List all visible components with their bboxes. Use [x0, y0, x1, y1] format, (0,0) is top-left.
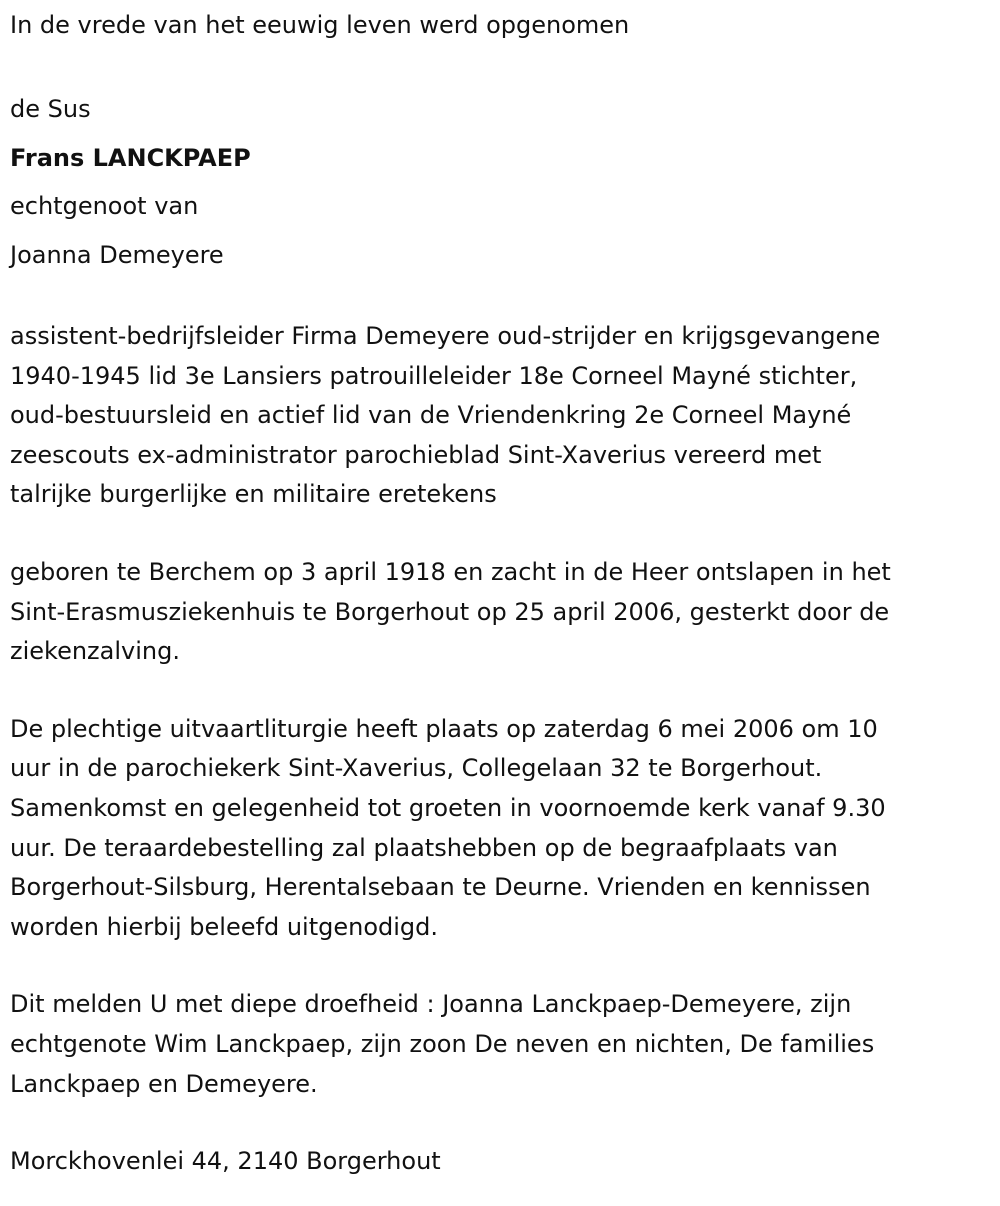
- paragraph-line: assistent-bedrijfsleider Firma Demeyere oud-strijder en krijgsgevangene: [10, 322, 881, 350]
- relation-text: echtgenoot van: [10, 192, 199, 220]
- paragraph-line: oud-bestuursleid en actief lid van de Vriendenkring 2e Corneel Mayné: [10, 401, 852, 430]
- spouse-name: Joanna Demeyere: [10, 240, 224, 269]
- paragraph-line: Dit melden U met diepe droefheid : Joanna Lanckpaep-Demeyere, zijn: [10, 990, 852, 1019]
- paragraph-line: Borgerhout-Silsburg, Herentalsebaan te Deurne. Vrienden en kennissen: [10, 873, 871, 902]
- body-paragraphs: [10, 317, 990, 1182]
- paragraph-line: De plechtige uitvaartliturgie heeft plaats op zaterdag 6 mei 2006 om 10: [10, 714, 878, 743]
- paragraph-line: Morckhovenlei 44, 2140 Borgerhout: [10, 1147, 441, 1176]
- paragraph-line: geboren te Berchem op 3 april 1918 en zacht in de Heer ontslapen in het: [10, 557, 891, 586]
- paragraph-line: uur. De teraardebestelling zal plaatshebben op de begraafplaats van: [10, 833, 838, 862]
- family-paragraph: [10, 985, 990, 1104]
- paragraph-line: ziekenzalving.: [10, 637, 180, 666]
- paragraph-line: Lanckpaep en Demeyere.: [10, 1069, 318, 1098]
- paragraph-line: talrijke burgerlijke en militaire eretekens: [10, 480, 497, 509]
- deceased-header: [10, 85, 990, 279]
- paragraph-line: worden hierbij beleefd uitgenodigd.: [10, 912, 439, 941]
- biography-paragraph: [10, 317, 990, 515]
- nickname: de Sus: [10, 95, 91, 123]
- paragraph-line: 1940-1945 lid 3e Lansiers patrouilleleider 18e Corneel Mayné stichter,: [10, 361, 858, 390]
- paragraph-line: uur in de parochiekerk Sint-Xaverius, Collegelaan 32 te Borgerhout.: [10, 754, 823, 783]
- birth-death-paragraph: [10, 553, 990, 672]
- paragraph-line: zeescouts ex-administrator parochieblad Sint-Xaverius vereerd met: [10, 440, 822, 469]
- paragraph-line: Samenkomst en gelegenheid tot groeten in voornoemde kerk vanaf 9.30: [10, 793, 886, 822]
- paragraph-line: Sint-Erasmusziekenhuis te Borgerhout op 25 april 2006, gesterkt door de: [10, 597, 890, 626]
- funeral-paragraph: [10, 710, 990, 948]
- deceased-name: Frans LANCKPAEP: [10, 143, 251, 172]
- intro-text: In de vrede van het eeuwig leven werd opgenomen: [10, 11, 630, 39]
- address-paragraph: [10, 1142, 990, 1182]
- paragraph-line: echtgenote Wim Lanckpaep, zijn zoon De neven en nichten, De families: [10, 1029, 875, 1058]
